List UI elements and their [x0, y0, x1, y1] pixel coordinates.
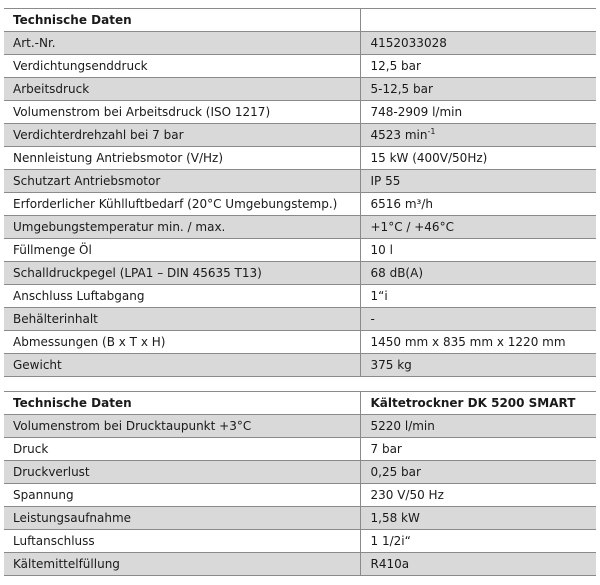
spec-label: Druckverlust: [4, 461, 360, 484]
spec-value: 5220 l/min: [360, 415, 596, 438]
spec-value: IP 55: [360, 170, 596, 193]
spec-label: Spannung: [4, 484, 360, 507]
table-row: [4, 530, 596, 553]
table-row: [4, 124, 596, 147]
table-row: [4, 461, 596, 484]
spec-label: Schalldruckpegel (LPA1 – DIN 45635 T13): [4, 262, 360, 285]
table-row: [4, 170, 596, 193]
dryer-specs-table: [4, 391, 596, 576]
table-row: [4, 507, 596, 530]
table-row: [4, 553, 596, 576]
spec-value: 6516 m³/h: [360, 193, 596, 216]
table-row: [4, 308, 596, 331]
table-row: [4, 438, 596, 461]
table-header-label: Technische Daten: [4, 9, 360, 32]
spec-value: 15 kW (400V/50Hz): [360, 147, 596, 170]
spec-label: Art.-Nr.: [4, 32, 360, 55]
spec-label: Arbeitsdruck: [4, 78, 360, 101]
compressor-specs-table: [4, 8, 596, 377]
spec-label: Verdichtungsenddruck: [4, 55, 360, 78]
table-row: [4, 32, 596, 55]
spec-value: 68 dB(A): [360, 262, 596, 285]
table-header-row: [4, 392, 596, 415]
spec-value: 748-2909 l/min: [360, 101, 596, 124]
table-row: [4, 147, 596, 170]
table-row: [4, 285, 596, 308]
spec-label: Volumenstrom bei Drucktaupunkt +3°C: [4, 415, 360, 438]
spec-value: 1450 mm x 835 mm x 1220 mm: [360, 331, 596, 354]
spec-value: R410a: [360, 553, 596, 576]
spec-value: 4152033028: [360, 32, 596, 55]
table-row: [4, 484, 596, 507]
spec-value-main: 4523 min: [370, 128, 428, 142]
table-row: [4, 193, 596, 216]
spec-value: -: [360, 308, 596, 331]
spec-label: Abmessungen (B x T x H): [4, 331, 360, 354]
spec-value-exponent: -1: [427, 127, 436, 136]
spec-value: 1,58 kW: [360, 507, 596, 530]
spec-label: Leistungsaufnahme: [4, 507, 360, 530]
spec-label: Druck: [4, 438, 360, 461]
table-row: [4, 262, 596, 285]
spec-label: Verdichterdrehzahl bei 7 bar: [4, 124, 360, 147]
spec-label: Füllmenge Öl: [4, 239, 360, 262]
spec-value: +1°C / +46°C: [360, 216, 596, 239]
table-row: [4, 55, 596, 78]
spec-value: 5-12,5 bar: [360, 78, 596, 101]
spec-label: Behälterinhalt: [4, 308, 360, 331]
table-row: [4, 354, 596, 377]
spec-value: 7 bar: [360, 438, 596, 461]
table-row: [4, 239, 596, 262]
table-header-value: [360, 9, 596, 32]
table-header-row: [4, 9, 596, 32]
spec-value: 375 kg: [360, 354, 596, 377]
table-header-value: Kältetrockner DK 5200 SMART: [360, 392, 596, 415]
table-header-label: Technische Daten: [4, 392, 360, 415]
spec-value: 1 1/2i“: [360, 530, 596, 553]
table-row: [4, 216, 596, 239]
table-row: [4, 78, 596, 101]
table-row: [4, 101, 596, 124]
spec-label: Gewicht: [4, 354, 360, 377]
spec-label: Anschluss Luftabgang: [4, 285, 360, 308]
spec-value: 1“i: [360, 285, 596, 308]
spec-label: Luftanschluss: [4, 530, 360, 553]
spec-label: Kältemittelfüllung: [4, 553, 360, 576]
spec-label: Erforderlicher Kühlluftbedarf (20°C Umgebungstemp.): [4, 193, 360, 216]
spec-value: 10 l: [360, 239, 596, 262]
spec-value: 230 V/50 Hz: [360, 484, 596, 507]
spec-value: 12,5 bar: [360, 55, 596, 78]
table-row: [4, 415, 596, 438]
spec-label: Nennleistung Antriebsmotor (V/Hz): [4, 147, 360, 170]
table-row: [4, 331, 596, 354]
spec-value: [360, 124, 596, 147]
spec-label: Volumenstrom bei Arbeitsdruck (ISO 1217): [4, 101, 360, 124]
spec-value: 0,25 bar: [360, 461, 596, 484]
spec-label: Umgebungstemperatur min. / max.: [4, 216, 360, 239]
spec-label: Schutzart Antriebsmotor: [4, 170, 360, 193]
